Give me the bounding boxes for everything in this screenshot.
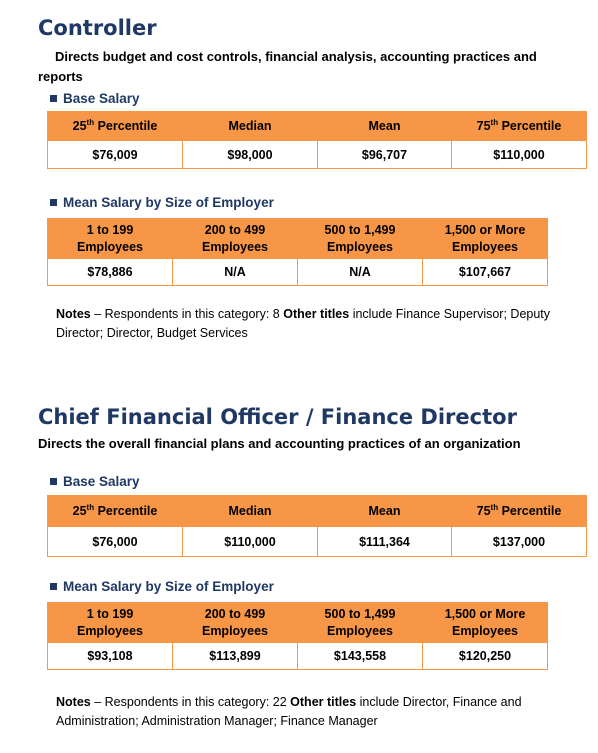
section-description: Directs budget and cost controls, financial analysis, accounting practices and reports: [38, 49, 537, 84]
square-bullet-icon: [50, 199, 57, 206]
header-cell: 25th Percentile: [48, 112, 183, 141]
header-cell: 1,500 or More Employees: [423, 603, 548, 643]
value-cell: $93,108: [48, 643, 173, 670]
table-header-row: [48, 219, 548, 259]
header-cell: 1 to 199 Employees: [48, 603, 173, 643]
table-header-row: [48, 496, 587, 527]
base-salary-heading: [50, 91, 140, 106]
section-title: Controller: [38, 16, 157, 40]
other-titles-text: include Director, Finance and Administration; Administration Manager; Finance Manager: [56, 695, 522, 728]
value-cell: $137,000: [452, 527, 587, 557]
notes-label: Notes: [56, 307, 91, 321]
header-cell: 75th Percentile: [452, 496, 587, 527]
employer-size-label: Mean Salary by Size of Employer: [63, 195, 274, 210]
value-cell: $110,000: [452, 141, 587, 169]
header-cell: Median: [183, 112, 318, 141]
notes-text: – Respondents in this category: 22: [90, 695, 291, 709]
header-cell: 200 to 499 Employees: [173, 219, 298, 259]
other-titles-label: Other titles: [283, 307, 350, 321]
other-titles-text: include Finance Supervisor; Deputy Director; Director, Budget Services: [56, 307, 551, 340]
employer-size-label: Mean Salary by Size of Employer: [63, 579, 274, 594]
value-cell: $120,250: [423, 643, 548, 670]
square-bullet-icon: [50, 95, 57, 102]
header-cell: 1,500 or More Employees: [423, 219, 548, 259]
header-cell: 500 to 1,499 Employees: [298, 603, 423, 643]
other-titles-label: Other titles: [290, 695, 357, 709]
value-cell: $143,558: [298, 643, 423, 670]
table-row: [48, 141, 587, 169]
square-bullet-icon: [50, 583, 57, 590]
table-row: [48, 527, 587, 557]
notes-label: Notes: [56, 695, 91, 709]
value-cell: N/A: [298, 259, 423, 286]
notes-text: – Respondents in this category: 8: [90, 307, 284, 321]
header-cell: Mean: [318, 496, 452, 527]
value-cell: $96,707: [318, 141, 452, 169]
table-header-row: [48, 603, 548, 643]
base-salary-label: Base Salary: [63, 91, 140, 106]
section-description: Directs the overall financial plans and accounting practices of an organization: [38, 436, 521, 451]
notes-paragraph: [56, 305, 586, 343]
header-cell: 25th Percentile: [48, 496, 183, 527]
value-cell: $76,009: [48, 141, 183, 169]
value-cell: N/A: [173, 259, 298, 286]
square-bullet-icon: [50, 478, 57, 485]
header-cell: 500 to 1,499 Employees: [298, 219, 423, 259]
base-salary-heading: [50, 474, 140, 489]
employer-size-table: [47, 602, 548, 670]
header-cell: Median: [183, 496, 318, 527]
value-cell: $111,364: [318, 527, 452, 557]
value-cell: $113,899: [173, 643, 298, 670]
employer-size-heading: [50, 579, 274, 594]
value-cell: $107,667: [423, 259, 548, 286]
header-cell: 1 to 199 Employees: [48, 219, 173, 259]
notes-paragraph: [56, 693, 586, 731]
value-cell: $76,000: [48, 527, 183, 557]
value-cell: $110,000: [183, 527, 318, 557]
section-title: Chief Financial Officer / Finance Director: [38, 405, 517, 429]
table-header-row: [48, 112, 587, 141]
header-cell: 75th Percentile: [452, 112, 587, 141]
value-cell: $78,886: [48, 259, 173, 286]
header-cell: 200 to 499 Employees: [173, 603, 298, 643]
base-salary-label: Base Salary: [63, 474, 140, 489]
employer-size-table: [47, 218, 548, 286]
table-row: [48, 643, 548, 670]
table-row: [48, 259, 548, 286]
employer-size-heading: [50, 195, 274, 210]
value-cell: $98,000: [183, 141, 318, 169]
header-cell: Mean: [318, 112, 452, 141]
base-salary-table: [47, 495, 587, 557]
base-salary-table: [47, 111, 587, 169]
